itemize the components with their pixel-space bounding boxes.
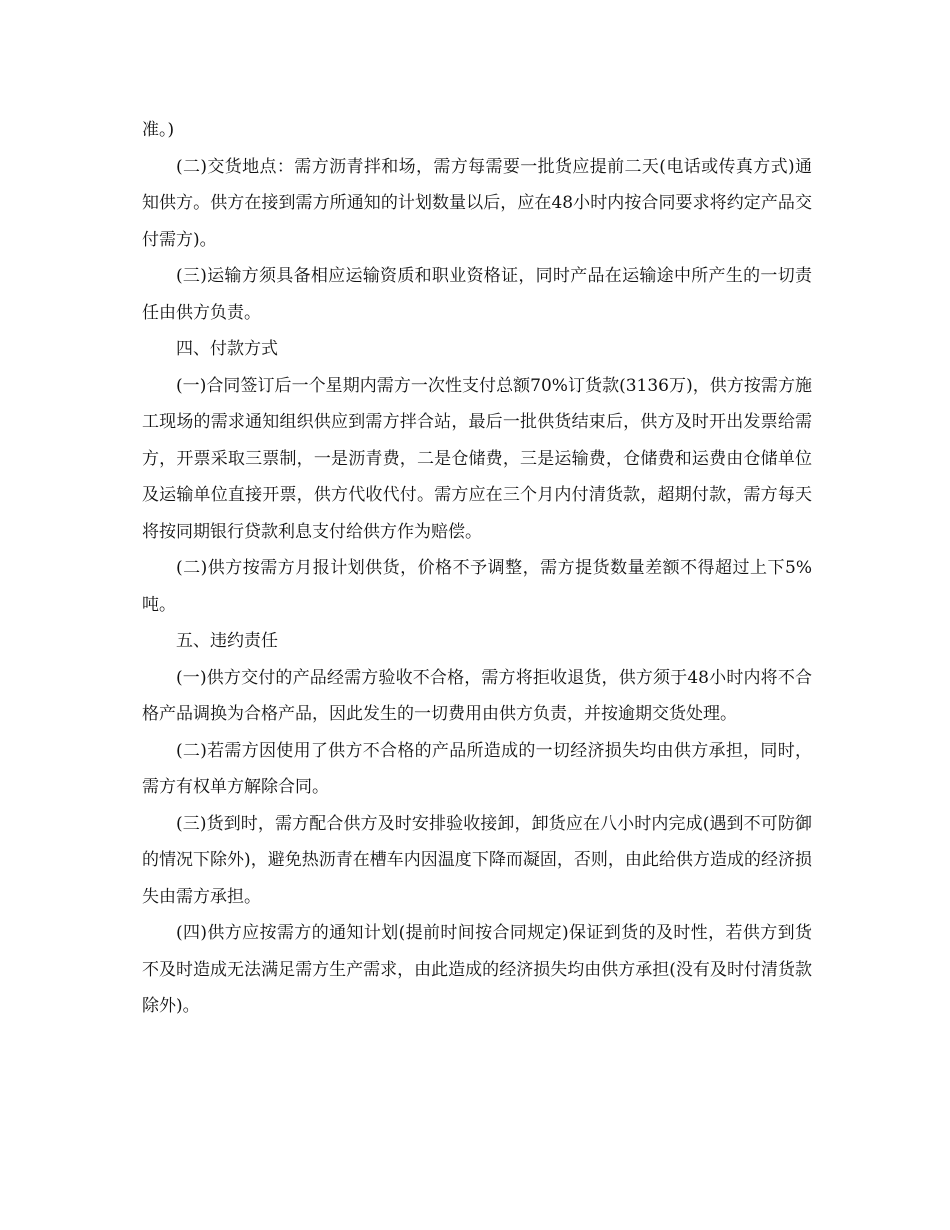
paragraph-supply-plan: (二)供方按需方月报计划供货，价格不予调整，需方提货数量差额不得超过上下5%吨。	[142, 558, 812, 615]
paragraph-breach-1: (一)供方交付的产品经需方验收不合格，需方将拒收退货，供方须于48小时内将不合格产品调换为合格产品，因此发生的一切费用由供方负责，并按逾期交货处理。	[142, 667, 812, 724]
section-heading-payment: 四、付款方式	[176, 339, 278, 359]
paragraph-payment-terms: (一)合同签订后一个星期内需方一次性支付总额70%订货款(3136万)，供方按需方施工现场的需求通知组织供应到需方拌合站，最后一批供货结束后，供方及时开出发票给需方，开票采取三票制，一是沥青费，二是仓储费，三是运输费，仓储费和运费由仓储单位及运输单位直接开票，供方代收代付。需方应在三个月内付清货款，超期付款，需方每天将按同期银行贷款利息支付给供方作为赔偿。	[142, 375, 812, 542]
paragraph-continuation: 准。)	[142, 120, 175, 140]
document-body	[142, 112, 812, 1025]
paragraph-transport-responsibility: (三)运输方须具备相应运输资质和职业资格证，同时产品在运输途中所产生的一切责任由供方负责。	[142, 266, 812, 323]
paragraph-breach-2: (二)若需方因使用了供方不合格的产品所造成的一切经济损失均由供方承担，同时，需方有权单方解除合同。	[142, 740, 812, 797]
paragraph-breach-4: (四)供方应按需方的通知计划(提前时间按合同规定)保证到货的及时性，若供方到货不及时造成无法满足需方生产需求，由此造成的经济损失均由供方承担(没有及时付清货款除外)。	[142, 923, 812, 1016]
section-heading-breach: 五、违约责任	[176, 631, 278, 651]
paragraph-delivery-location: (二)交货地点：需方沥青拌和场，需方每需要一批货应提前二天(电话或传真方式)通知供方。供方在接到需方所通知的计划数量以后，应在48小时内按合同要求将约定产品交付需方)。	[142, 156, 812, 250]
paragraph-breach-3: (三)货到时，需方配合供方及时安排验收接卸，卸货应在八小时内完成(遇到不可防御的情况下除外)，避免热沥青在槽车内因温度下降而凝固，否则，由此给供方造成的经济损失由需方承担。	[142, 813, 812, 907]
